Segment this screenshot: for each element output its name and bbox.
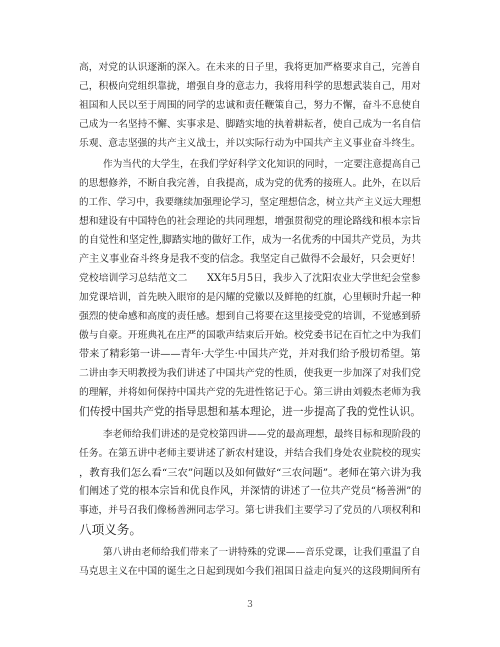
text-line: 强烈的使命感和高度的责任感。想到自己将要在这里接受党的培训，不觉感到骄: [79, 311, 421, 322]
text-line: 祖国和人民以至于周围的同学的忠诚和责任鞭策自己，努力不懈，奋斗不息使自: [79, 100, 421, 111]
page-number: 3: [247, 600, 253, 610]
text-line: 傲与自豪。开班典礼在庄严的国歌声结束后开始。校党委书记在百忙之中为我们: [79, 330, 421, 341]
text-line: 想和建设有中国特色的社会理论的共同理想，增强贯彻党的理论路线和根本宗旨: [79, 216, 421, 227]
text-line: 的思想修养，不断自我完善，自我提高，成为党的优秀的接班人。此外，在以后: [79, 178, 421, 189]
text-line: 八项义务。: [79, 522, 142, 537]
text-line: 高，对党的认识逐渐的深入。在未来的日子里，我将更加严格要求自己，完善自: [79, 62, 421, 73]
text-line: 事迹，并号召我们像杨善洲同志学习。第七讲我们主要学习了党员的八项权利和: [79, 505, 421, 516]
text-line: 李老师给我们讲述的是党校第四讲——党的最高理想，最终目标和现阶段的: [103, 429, 421, 440]
text-line: 己，积极向党组织靠拢，增强自身的意志力，我将用科学的思想武装自己，用对: [79, 81, 421, 92]
text-line: 产主义事业奋斗终身是我不变的信念。我坚定自己做得不会最好，只会更好！: [79, 254, 422, 265]
text-line: 的工作、学习中，我要继续加强理论学习，坚定理想信念，树立共产主义远大理想: [79, 197, 422, 208]
text-line: 作为当代的大学生，在我们学好科学文化知识的同时，一定要注意提高自己: [103, 159, 421, 170]
text-line: 带来了精彩第一讲——青年·大学生·中国共产党，并对我们给予殷切希望。第: [79, 349, 421, 360]
text-line: 们阐述了党的根本宗旨和优良作风，并深情的讲述了一位共产党员“杨善洲”的: [79, 486, 422, 497]
text-line: 己成为一名坚持不懈、实事求是、脚踏实地的执着耕耘者，使自己成为一名自信: [79, 119, 421, 130]
text-line: 的理解，并将如何保持中国共产党的先进性铭记于心。第三讲由刘毅杰老师为我: [79, 387, 421, 398]
text-line: 加党课培训，首先映入眼帘的是闪耀的党徽以及鲜艳的红旗，心里顿时升起一种: [79, 292, 421, 303]
text-line: 党校培训学习总结范文二 XX年5月5日，我步入了沈阳农业大学世纪会堂参: [79, 273, 421, 284]
text-line: 二讲由李天明教授为我们讲述了中国共产党的性质，使我更一步加深了对我们党: [79, 368, 421, 379]
text-line: 马克思主义在中国的诞生之日起到现如今我们祖国日益走向复兴的这段期间所有: [79, 566, 421, 577]
text-line: 第八讲由老师给我们带来了一讲特殊的党课——音乐党课，让我们重温了自: [103, 547, 421, 558]
text-line: 的自觉性和坚定性,脚踏实地的做好工作，成为一名优秀的中国共产党员，为共: [79, 235, 422, 246]
text-line: 任务。在第五讲中老师主要讲述了新农村建设，并结合我们身处农业院校的现实: [79, 448, 421, 459]
text-line: 们传授中国共产党的指导思想和基本理论，进一步提高了我的党性认识。: [79, 405, 422, 418]
text-line: 乐观、意志坚强的共产主义战士，并以实际行动为中国共产主义事业奋斗终生。: [79, 138, 421, 149]
text-line: ，教育我们怎么看“三农”问题以及如何做好“三农问题”。老师在第六讲为我: [79, 467, 422, 479]
